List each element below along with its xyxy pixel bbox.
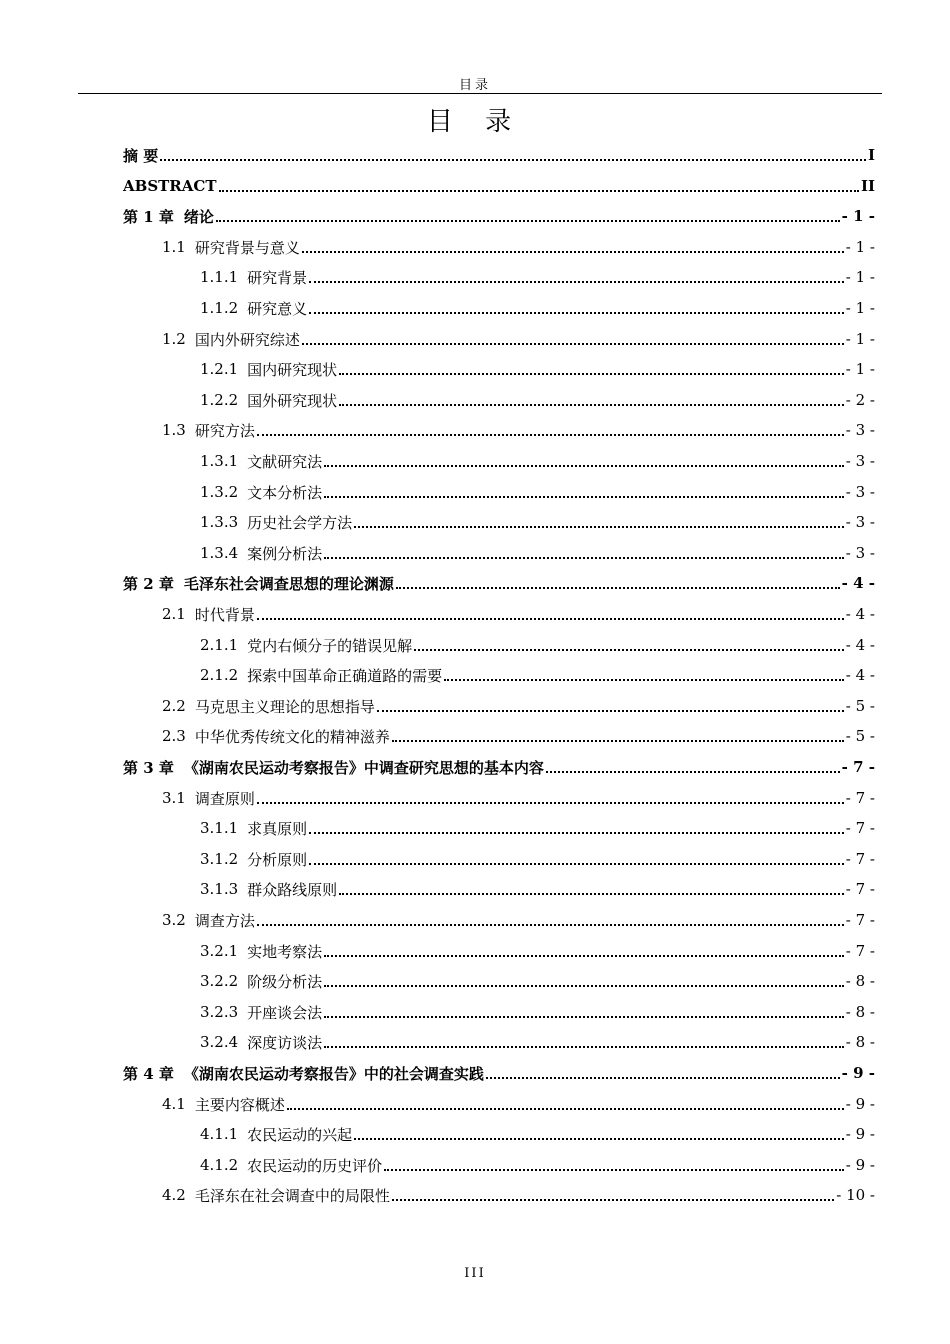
toc-entry-title: 研究背景与意义 [194, 238, 300, 257]
toc-dot-leader [444, 679, 844, 681]
toc-entry-title: 农民运动的兴起 [247, 1125, 353, 1144]
toc-dot-leader [339, 373, 844, 375]
toc-entry[interactable] [200, 385, 875, 415]
toc-entry-number: 3.1 [162, 789, 186, 807]
toc-entry[interactable] [200, 813, 875, 843]
toc-entry-number: 2.1.1 [200, 636, 239, 654]
toc-dot-leader [309, 281, 844, 283]
toc-entry-number: 3.2.4 [200, 1033, 239, 1051]
toc-entry-title: 党内右倾分子的错误见解 [247, 636, 413, 655]
toc-dot-leader [309, 863, 844, 865]
toc-entry-title: 文献研究法 [247, 452, 323, 471]
toc-entry[interactable] [200, 262, 875, 292]
toc-dot-leader [257, 924, 844, 926]
toc-entry-title: 绪论 [183, 207, 214, 226]
toc-entry-number: 1.2 [162, 330, 186, 348]
toc-entry-page: - 3 - [845, 544, 875, 562]
toc-entry-number: 第 4 章 [123, 1064, 174, 1083]
toc-entry-number: 4.1.2 [200, 1156, 239, 1174]
toc-entry[interactable] [123, 1058, 875, 1088]
toc-dot-leader [384, 1169, 844, 1171]
toc-dot-leader [324, 955, 844, 957]
toc-entry-number: 3.1.1 [200, 819, 239, 837]
toc-entry[interactable] [162, 691, 875, 721]
toc-entry[interactable] [200, 507, 875, 537]
toc-entry[interactable] [200, 874, 875, 904]
toc-entry-number: 4.1 [162, 1095, 186, 1113]
toc-entry-page: - 4 - [845, 666, 875, 684]
toc-dot-leader [324, 1016, 844, 1018]
toc-entry-page: - 3 - [845, 421, 875, 439]
toc-entry-page: - 7 - [845, 789, 875, 807]
toc-entry-title: ABSTRACT [123, 177, 217, 195]
toc-entry-number: 1.3.4 [200, 544, 239, 562]
toc-dot-leader [414, 649, 844, 651]
toc-entry-page: I [867, 146, 875, 164]
toc-entry-number: 1.3.2 [200, 483, 239, 501]
toc-entry-page: - 1 - [845, 330, 875, 348]
toc-entry-title: 时代背景 [194, 605, 255, 624]
toc-dot-leader [324, 985, 844, 987]
toc-entry-page: - 1 - [845, 360, 875, 378]
toc-dot-leader [324, 465, 844, 467]
toc-entry-page: - 4 - [841, 574, 875, 592]
toc-dot-leader [257, 802, 844, 804]
toc-entry-number: 4.1.1 [200, 1125, 239, 1143]
toc-entry-page: - 3 - [845, 513, 875, 531]
toc-entry-title: 实地考察法 [247, 942, 323, 961]
toc-dot-leader [302, 251, 844, 253]
toc-entry-page: - 7 - [841, 758, 875, 776]
toc-entry-page: - 1 - [845, 299, 875, 317]
toc-entry-title: 毛泽东社会调查思想的理论渊源 [183, 574, 394, 593]
toc-entry-title: 马克思主义理论的思想指导 [194, 697, 375, 716]
toc-entry-page: - 7 - [845, 850, 875, 868]
toc-entry-number: 1.1.2 [200, 299, 239, 317]
toc-entry-page: - 7 - [845, 880, 875, 898]
toc-entry[interactable] [162, 905, 875, 935]
toc-entry-number: 4.2 [162, 1186, 186, 1204]
toc-entry-number: 1.2.1 [200, 360, 239, 378]
toc-entry-page: - 1 - [845, 268, 875, 286]
toc-entry[interactable] [200, 477, 875, 507]
toc-entry[interactable] [123, 201, 875, 231]
toc-entry-page: - 9 - [845, 1125, 875, 1143]
toc-entry-title: 中华优秀传统文化的精神滋养 [194, 727, 390, 746]
toc-entry-number: 3.1.2 [200, 850, 239, 868]
toc-entry-title: 毛泽东在社会调查中的局限性 [194, 1186, 390, 1205]
toc-entry-number: 1.2.2 [200, 391, 239, 409]
toc-dot-leader [486, 1077, 840, 1079]
toc-entry-title: 历史社会学方法 [247, 513, 353, 532]
toc-dot-leader [324, 557, 844, 559]
toc-entry-title: 国内外研究综述 [194, 330, 300, 349]
toc-entry[interactable] [200, 660, 875, 690]
toc-entry[interactable] [162, 415, 875, 445]
toc-entry-title: 文本分析法 [247, 483, 323, 502]
toc-entry-title: 农民运动的历史评价 [247, 1156, 383, 1175]
toc-entry-number: 3.2 [162, 911, 186, 929]
toc-entry-title: 求真原则 [247, 819, 308, 838]
toc-entry-number: 3.2.3 [200, 1003, 239, 1021]
toc-entry-number: 1.1 [162, 238, 186, 256]
toc-entry-title: 调查原则 [194, 789, 255, 808]
toc-entry-page: - 9 - [845, 1095, 875, 1113]
toc-entry[interactable] [200, 997, 875, 1027]
toc-entry-number: 2.3 [162, 727, 186, 745]
toc-entry-page: II [860, 177, 875, 195]
toc-entry[interactable] [162, 783, 875, 813]
toc-entry-page: - 9 - [845, 1156, 875, 1174]
toc-dot-leader [396, 587, 840, 589]
toc-entry-title: 研究方法 [194, 421, 255, 440]
toc-entry-title: 案例分析法 [247, 544, 323, 563]
toc-entry-title: 国外研究现状 [247, 391, 338, 410]
toc-entry[interactable] [162, 232, 875, 262]
toc-entry-title: 摘 要 [123, 146, 159, 165]
toc-dot-leader [354, 1138, 844, 1140]
toc-entry-title: 研究意义 [247, 299, 308, 318]
toc-dot-leader [216, 220, 840, 222]
toc-entry[interactable] [200, 1150, 875, 1180]
page-title: 目 录 [426, 107, 524, 137]
toc-entry-number: 3.2.1 [200, 942, 239, 960]
toc-dot-leader [309, 832, 844, 834]
toc-entry[interactable] [200, 1027, 875, 1057]
toc-entry-title: 《湖南农民运动考察报告》中的社会调查实践 [183, 1064, 484, 1083]
toc-dot-leader [257, 434, 844, 436]
toc-entry-number: 第 1 章 [123, 207, 174, 226]
toc-entry-page: - 8 - [845, 1033, 875, 1051]
toc-dot-leader [354, 526, 844, 528]
toc-dot-leader [302, 343, 844, 345]
toc-entry-page: - 3 - [845, 452, 875, 470]
toc-entry[interactable] [200, 630, 875, 660]
toc-dot-leader [392, 740, 844, 742]
toc-entry[interactable] [200, 844, 875, 874]
toc-entry-title: 国内研究现状 [247, 360, 338, 379]
toc-dot-leader [377, 710, 844, 712]
toc-entry-page: - 4 - [845, 636, 875, 654]
toc-dot-leader [160, 159, 866, 161]
toc-entry-number: 1.3.1 [200, 452, 239, 470]
toc-entry-number: 2.2 [162, 697, 186, 715]
toc-entry-number: 3.1.3 [200, 880, 239, 898]
toc-entry-page: - 9 - [841, 1064, 875, 1082]
toc-entry-page: - 3 - [845, 483, 875, 501]
toc-entry[interactable] [200, 446, 875, 476]
toc-dot-leader [392, 1199, 834, 1201]
toc-dot-leader [324, 496, 844, 498]
toc-entry-title: 分析原则 [247, 850, 308, 869]
page-number: III [464, 1266, 486, 1281]
toc-entry-number: 3.2.2 [200, 972, 239, 990]
toc-entry[interactable] [162, 1089, 875, 1119]
toc-entry-page: - 8 - [845, 1003, 875, 1021]
header-rule [78, 93, 882, 94]
toc-dot-leader [287, 1108, 844, 1110]
toc-entry-title: 开座谈会法 [247, 1003, 323, 1022]
toc-dot-leader [309, 312, 844, 314]
toc-entry-page: - 2 - [845, 391, 875, 409]
toc-entry-page: - 10 - [836, 1186, 875, 1204]
toc-entry-page: - 5 - [845, 727, 875, 745]
toc-entry-title: 《湖南农民运动考察报告》中调查研究思想的基本内容 [183, 758, 544, 777]
toc-dot-leader [324, 1046, 844, 1048]
toc-entry-page: - 7 - [845, 911, 875, 929]
toc-entry[interactable] [200, 936, 875, 966]
toc-entry-title: 研究背景 [247, 268, 308, 287]
toc-entry-number: 第 3 章 [123, 758, 174, 777]
toc-entry-title: 深度访谈法 [247, 1033, 323, 1052]
toc-entry[interactable] [200, 1119, 875, 1149]
toc-entry[interactable] [162, 1180, 875, 1210]
toc-entry-page: - 8 - [845, 972, 875, 990]
toc-entry-page: - 1 - [841, 207, 875, 225]
toc-entry[interactable] [123, 752, 875, 782]
toc-entry-page: - 7 - [845, 942, 875, 960]
toc-entry-number: 2.1 [162, 605, 186, 623]
toc-entry[interactable] [123, 140, 875, 170]
toc-entry-page: - 7 - [845, 819, 875, 837]
toc-entry-number: 1.3 [162, 421, 186, 439]
toc-entry-number: 1.3.3 [200, 513, 239, 531]
toc-entry[interactable] [162, 599, 875, 629]
running-header: 目录 [458, 78, 491, 93]
toc-entry-title: 调查方法 [194, 911, 255, 930]
toc-entry-title: 阶级分析法 [247, 972, 323, 991]
toc-entry[interactable] [200, 538, 875, 568]
toc-entry[interactable] [200, 966, 875, 996]
toc-entry[interactable] [162, 721, 875, 751]
toc-entry-title: 主要内容概述 [194, 1095, 285, 1114]
toc-dot-leader [546, 771, 840, 773]
toc-entry-number: 2.1.2 [200, 666, 239, 684]
toc-dot-leader [339, 404, 844, 406]
toc-dot-leader [219, 190, 859, 192]
toc-entry[interactable] [162, 324, 875, 354]
toc-entry-number: 第 2 章 [123, 574, 174, 593]
toc-entry-page: - 5 - [845, 697, 875, 715]
toc-entry-title: 探索中国革命正确道路的需要 [247, 666, 443, 685]
toc-entry-page: - 1 - [845, 238, 875, 256]
toc-entry[interactable] [123, 568, 875, 598]
toc-entry-title: 群众路线原则 [247, 880, 338, 899]
toc-dot-leader [339, 893, 844, 895]
toc-entry[interactable] [200, 354, 875, 384]
toc-entry[interactable] [123, 171, 875, 201]
toc-entry[interactable] [200, 293, 875, 323]
toc-entry-page: - 4 - [845, 605, 875, 623]
toc-entry-number: 1.1.1 [200, 268, 239, 286]
toc-dot-leader [257, 618, 844, 620]
